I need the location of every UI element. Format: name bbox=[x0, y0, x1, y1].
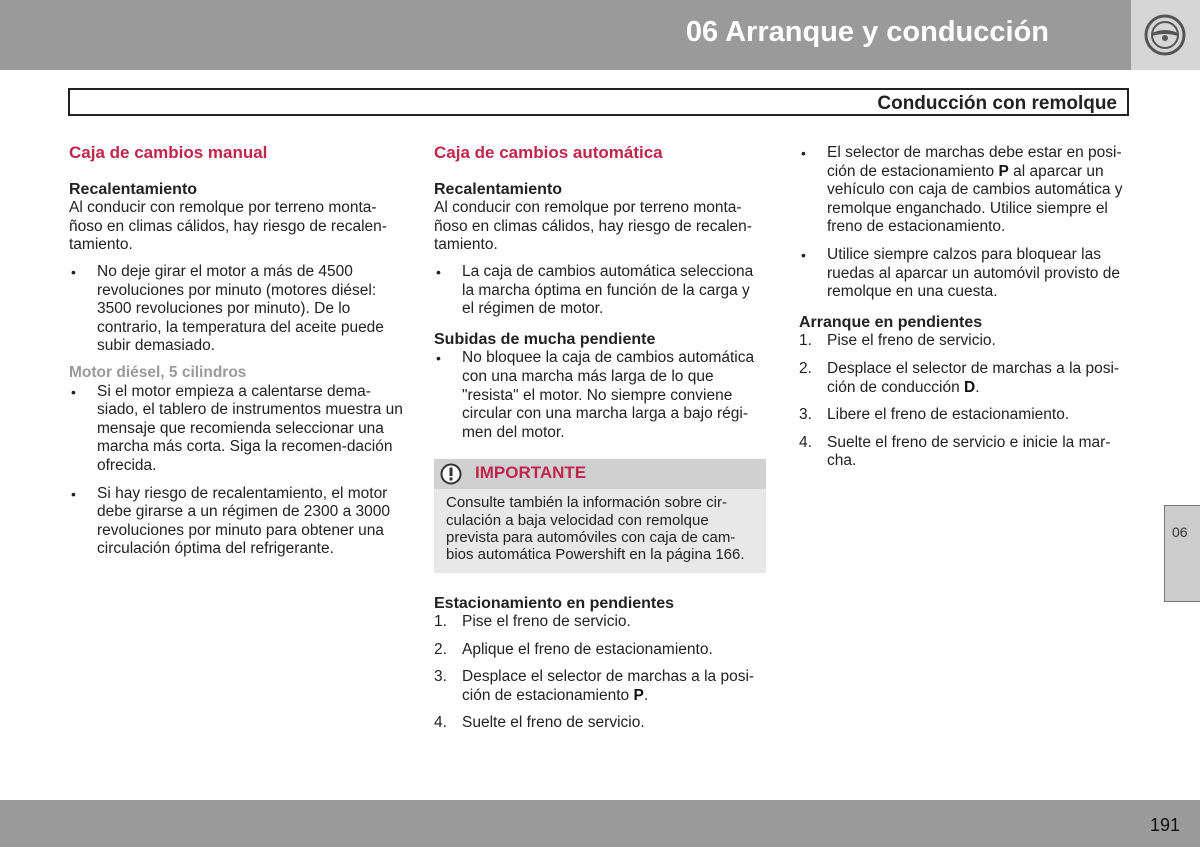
bullet-dot: • bbox=[71, 383, 76, 400]
overheating-subheading: Recalentamiento bbox=[69, 180, 198, 198]
list-item-text: El selector de marchas debe estar en posi-ción de estacionamiento bbox=[827, 144, 1122, 180]
steep-climbs-heading: Subidas de mucha pendiente bbox=[434, 330, 656, 348]
overheating-intro: Al conducir con remolque por terreno monta-ñoso en climas cálidos, hay riesgo de recalen-tamiento. bbox=[69, 199, 387, 254]
step-text: Desplace el selector de marchas a la posi-ción de conducción bbox=[827, 359, 1120, 396]
step-item bbox=[434, 714, 766, 733]
gear-p-label: P bbox=[998, 162, 1009, 180]
step-number: 3. bbox=[434, 668, 447, 686]
step-item bbox=[434, 641, 766, 660]
bullet-list bbox=[69, 263, 404, 356]
list-item bbox=[69, 263, 404, 356]
column-manual bbox=[69, 144, 404, 559]
step-text: Aplique el freno de estacionamiento. bbox=[462, 640, 713, 658]
bullet-list bbox=[69, 383, 404, 559]
bullet-dot: • bbox=[71, 263, 76, 280]
list-item bbox=[799, 246, 1134, 302]
list-item-text: Si hay riesgo de recalentamiento, el motor debe girarse a un régimen de 2300 a 3000 revoluciones por minuto para obtener una circulación óptima del refrigerante. bbox=[97, 484, 390, 558]
bullet-list bbox=[799, 144, 1134, 302]
list-item bbox=[69, 485, 404, 559]
step-number: 3. bbox=[799, 406, 812, 424]
important-text: Consulte también la información sobre cir-culación a baja velocidad con remolque prevista para automóviles con caja de cam-bios automática Powershift en la página 166. bbox=[446, 494, 745, 564]
step-item bbox=[434, 668, 766, 705]
gear-d-label: D bbox=[964, 378, 976, 396]
step-item bbox=[799, 332, 1134, 351]
hill-start-steps bbox=[799, 332, 1134, 471]
step-item bbox=[799, 360, 1134, 397]
manual-gearbox-heading: Caja de cambios manual bbox=[69, 143, 268, 162]
step-text: Desplace el selector de marchas a la posi-ción de estacionamiento bbox=[462, 668, 755, 704]
column-continued bbox=[799, 144, 1134, 471]
section-title: Conducción con remolque bbox=[877, 93, 1117, 114]
bullet-list bbox=[434, 349, 766, 442]
chapter-icon-box bbox=[1131, 0, 1200, 70]
step-number: 2. bbox=[799, 359, 812, 377]
step-text: Pise el freno de servicio. bbox=[827, 332, 996, 350]
step-text: Libere el freno de estacionamiento. bbox=[827, 406, 1070, 424]
step-item bbox=[799, 434, 1134, 471]
important-header bbox=[434, 459, 766, 489]
chapter-title: 06 Arranque y conducción bbox=[685, 16, 1049, 48]
steering-wheel-icon bbox=[1143, 13, 1187, 57]
parking-on-slopes-heading: Estacionamiento en pendientes bbox=[434, 594, 675, 612]
list-item bbox=[434, 263, 766, 319]
step-text-end: . bbox=[643, 686, 649, 704]
bullet-dot: • bbox=[71, 485, 76, 502]
chapter-tab-label: 06 bbox=[1172, 524, 1188, 540]
bullet-dot: • bbox=[801, 246, 806, 263]
step-item bbox=[799, 406, 1134, 425]
step-text: Suelte el freno de servicio e inicie la mar-cha. bbox=[827, 433, 1111, 470]
step-number: 1. bbox=[434, 613, 447, 631]
section-title-box bbox=[68, 88, 1129, 116]
bullet-dot: • bbox=[436, 350, 441, 367]
list-item-text: Si el motor empieza a calentarse dema-siado, el tablero de instrumentos muestra un mensaje que recomienda seleccionar una marcha más corta. Siga la recomen-dación ofrecida. bbox=[97, 382, 403, 474]
parking-steps bbox=[434, 613, 766, 733]
list-item-text-end: al aparcar un vehículo con caja de cambios automática y remolque enganchado. Utilice siempre el freno de estacionamiento. bbox=[827, 162, 1123, 236]
bullet-dot: • bbox=[436, 263, 441, 280]
diesel-heading: Motor diésel, 5 cilindros bbox=[69, 363, 247, 381]
overheating-subheading: Recalentamiento bbox=[434, 180, 563, 198]
hill-start-heading: Arranque en pendientes bbox=[799, 313, 983, 331]
step-number: 1. bbox=[799, 332, 812, 350]
column-automatic bbox=[434, 144, 766, 733]
step-item bbox=[434, 613, 766, 632]
list-item-text: Utilice siempre calzos para bloquear las ruedas al aparcar un automóvil provisto de remolque en una cuesta. bbox=[827, 245, 1120, 301]
step-number: 4. bbox=[799, 433, 812, 451]
list-item bbox=[69, 383, 404, 476]
gear-p-label: P bbox=[633, 686, 644, 704]
header-bar bbox=[0, 0, 1131, 70]
page-number: 191 bbox=[1149, 815, 1180, 835]
step-number: 4. bbox=[434, 714, 447, 732]
list-item bbox=[799, 144, 1134, 237]
list-item-text: No bloquee la caja de cambios automática con una marcha más larga de lo que "resista" el motor. No siempre conviene circular con una marcha larga a bajo régi-men del motor. bbox=[462, 349, 755, 441]
warning-exclamation-icon bbox=[440, 463, 462, 485]
step-text: Suelte el freno de servicio. bbox=[462, 714, 645, 732]
bullet-dot: • bbox=[801, 145, 806, 161]
step-text-end: . bbox=[975, 378, 980, 396]
list-item-text: La caja de cambios automática selecciona la marcha óptima en función de la carga y el régimen de motor. bbox=[462, 262, 754, 318]
bullet-list bbox=[434, 263, 766, 319]
automatic-gearbox-heading: Caja de cambios automática bbox=[434, 143, 663, 162]
list-item-text: No deje girar el motor a más de 4500 revoluciones por minuto (motores diésel: 3500 revoluciones por minuto). De lo contrario, la temperatura del aceite puede subir demasiado. bbox=[97, 262, 384, 355]
important-title: IMPORTANTE bbox=[475, 463, 587, 483]
chapter-side-tab[interactable] bbox=[1164, 505, 1200, 602]
important-notice bbox=[434, 459, 766, 572]
footer-bar bbox=[0, 800, 1200, 847]
step-number: 2. bbox=[434, 640, 447, 658]
list-item bbox=[434, 349, 766, 442]
step-text: Pise el freno de servicio. bbox=[462, 613, 631, 631]
overheating-intro: Al conducir con remolque por terreno monta-ñoso en climas cálidos, hay riesgo de recalen-tamiento. bbox=[434, 199, 752, 254]
